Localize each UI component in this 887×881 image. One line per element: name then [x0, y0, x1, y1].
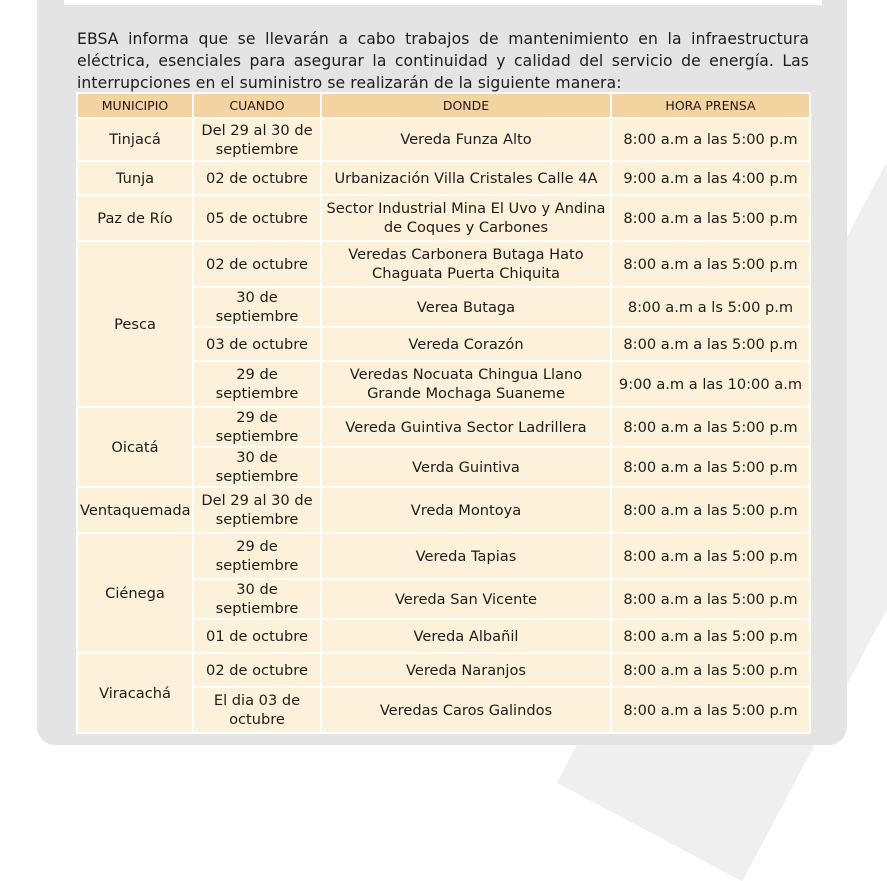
hora-cell: 8:00 a.m a las 5:00 p.m — [611, 407, 810, 447]
table-row — [77, 195, 810, 241]
hora-cell: 8:00 a.m a ls 5:00 p.m — [611, 287, 810, 327]
cuando-cell: 30 de septiembre — [193, 579, 321, 619]
table-body — [77, 118, 810, 733]
municipio-cell: Tinjacá — [77, 118, 193, 161]
cuando-cell: 30 de septiembre — [193, 447, 321, 487]
cuando-cell: 30 de septiembre — [193, 287, 321, 327]
hora-cell: 8:00 a.m a las 5:00 p.m — [611, 579, 810, 619]
hora-cell: 9:00 a.m a las 10:00 a.m — [611, 361, 810, 407]
donde-cell: Verda Guintiva — [321, 447, 611, 487]
hora-cell: 9:00 a.m a las 4:00 p.m — [611, 161, 810, 195]
hora-cell: 8:00 a.m a las 5:00 p.m — [611, 195, 810, 241]
donde-cell: Vereda Tapias — [321, 533, 611, 579]
header-municipio: MUNICIPIO — [77, 93, 193, 118]
donde-cell: Sector Industrial Mina El Uvo y Andina de Coques y Carbones — [321, 195, 611, 241]
donde-cell: Vereda San Vicente — [321, 579, 611, 619]
table-row — [77, 653, 810, 687]
maintenance-schedule-table — [76, 92, 811, 734]
table-row — [77, 407, 810, 447]
municipio-cell: Paz de Río — [77, 195, 193, 241]
cuando-cell: El dia 03 de octubre — [193, 687, 321, 733]
table-row — [77, 241, 810, 287]
hora-cell: 8:00 a.m a las 5:00 p.m — [611, 687, 810, 733]
municipio-cell: Pesca — [77, 241, 193, 407]
cuando-cell: 02 de octubre — [193, 241, 321, 287]
donde-cell: Vereda Albañil — [321, 619, 611, 653]
hora-cell: 8:00 a.m a las 5:00 p.m — [611, 653, 810, 687]
table-row — [77, 487, 810, 533]
cuando-cell: 29 de septiembre — [193, 407, 321, 447]
cuando-cell: 02 de octubre — [193, 161, 321, 195]
donde-cell: Veredas Caros Galindos — [321, 687, 611, 733]
municipio-cell: Viracachá — [77, 653, 193, 733]
cuando-cell: Del 29 al 30 de septiembre — [193, 118, 321, 161]
municipio-cell: Ciénega — [77, 533, 193, 653]
donde-cell: Vereda Corazón — [321, 327, 611, 361]
cuando-cell: Del 29 al 30 de septiembre — [193, 487, 321, 533]
table-row — [77, 161, 810, 195]
hora-cell: 8:00 a.m a las 5:00 p.m — [611, 327, 810, 361]
donde-cell: Vereda Guintiva Sector Ladrillera — [321, 407, 611, 447]
hora-cell: 8:00 a.m a las 5:00 p.m — [611, 447, 810, 487]
cuando-cell: 29 de septiembre — [193, 533, 321, 579]
donde-cell: Verea Butaga — [321, 287, 611, 327]
municipio-cell: Oicatá — [77, 407, 193, 487]
donde-cell: Urbanización Villa Cristales Calle 4A — [321, 161, 611, 195]
cuando-cell: 29 de septiembre — [193, 361, 321, 407]
cuando-cell: 05 de octubre — [193, 195, 321, 241]
donde-cell: Vreda Montoya — [321, 487, 611, 533]
donde-cell: Veredas Nocuata Chingua Llano Grande Mochaga Suaneme — [321, 361, 611, 407]
table-row — [77, 533, 810, 579]
donde-cell: Vereda Naranjos — [321, 653, 611, 687]
cuando-cell: 02 de octubre — [193, 653, 321, 687]
donde-cell: Veredas Carbonera Butaga Hato Chaguata Puerta Chiquita — [321, 241, 611, 287]
header-hora-prensa: HORA PRENSA — [611, 93, 810, 118]
card-top-divider — [64, 0, 822, 5]
hora-cell: 8:00 a.m a las 5:00 p.m — [611, 533, 810, 579]
hora-cell: 8:00 a.m a las 5:00 p.m — [611, 118, 810, 161]
cuando-cell: 01 de octubre — [193, 619, 321, 653]
donde-cell: Vereda Funza Alto — [321, 118, 611, 161]
hora-cell: 8:00 a.m a las 5:00 p.m — [611, 241, 810, 287]
table-row — [77, 118, 810, 161]
municipio-cell: Ventaquemada — [77, 487, 193, 533]
hora-cell: 8:00 a.m a las 5:00 p.m — [611, 619, 810, 653]
header-donde: DONDE — [321, 93, 611, 118]
intro-paragraph: EBSA informa que se llevarán a cabo trabajos de mantenimiento en la infraestructura eléctrica, esenciales para asegurar la continuidad y calidad del servicio de energía. Las interrupciones en el suministro se realizarán de la siguiente manera: — [77, 29, 809, 92]
municipio-cell: Tunja — [77, 161, 193, 195]
cuando-cell: 03 de octubre — [193, 327, 321, 361]
header-cuando: CUANDO — [193, 93, 321, 118]
hora-cell: 8:00 a.m a las 5:00 p.m — [611, 487, 810, 533]
table-header-row — [77, 93, 810, 118]
